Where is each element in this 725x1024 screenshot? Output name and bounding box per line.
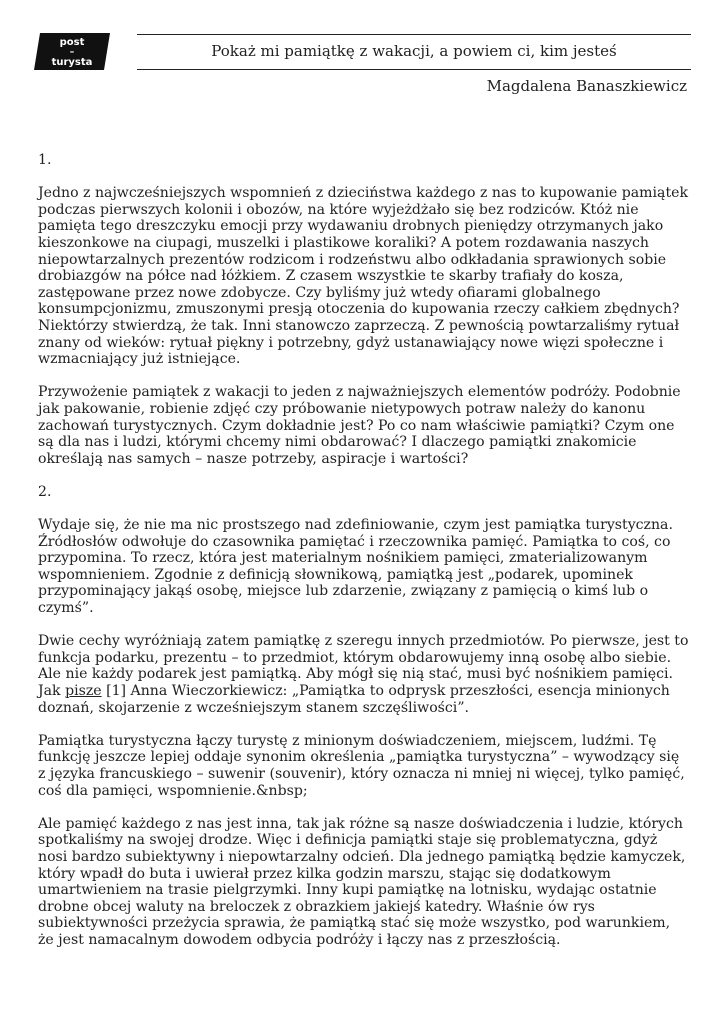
logo-line-1: post xyxy=(59,37,85,48)
author-name: Magdalena Banaszkiewicz xyxy=(486,77,687,95)
logo-mark xyxy=(34,33,110,70)
section-number: 2. xyxy=(38,483,52,500)
header-rule-bottom xyxy=(137,69,691,70)
logo-line-3: turysta xyxy=(51,57,93,68)
header-rule-top xyxy=(137,34,691,35)
paragraph: Przywożenie pamiątek z wakacji to jeden z najważniejszych elementów podróży. Podobnie jak pakowanie, robienie zdjęć czy próbowanie nietypowych potraw należy do kanonu zachowań turystycznych. Czym dokładnie jest? Po co nam właściwie pamiątki? Czym one są dla nas i ludzi, którymi chcemy nimi obdarować? I dlaczego pamiątki znakomicie określają nas samych – nasze potrzeby, aspiracje i wartości? xyxy=(38,384,681,467)
site-logo[interactable] xyxy=(34,33,110,70)
paragraph: Wydaje się, że nie ma nic prostszego nad zdefiniowanie, czym jest pamiątka turystyczna. Źródłosłów odwołuje do czasownika pamiętać i rzeczownika pamięć. Pamiątka to coś, co przypomina. To rzecz, która jest materialnym nośnikiem pamięci, zmaterializowanym wspomnieniem. Zgodnie z definicją słownikową, pamiątką jest „podarek, upominek przypominający jakąś osobę, miejsce lub zdarzenie, związany z pamięcią o kimś lub o czymś”. xyxy=(38,517,673,617)
paragraph: Pamiątka turystyczna łączy turystę z minionym doświadczeniem, miejscem, ludźmi. Tę funkcję jeszcze lepiej oddaje synonim określenia „pamiątka turystyczna” – wywodzący się z języka francuskiego – suwenir (souvenir), który oznacza ni mniej ni więcej, tylko pamięć, coś dla pamięci, wspomnienie.&nbsp; xyxy=(38,732,685,799)
paragraph-with-link xyxy=(38,633,690,716)
paragraph-text: Dwie cechy wyróżniają zatem pamiątkę z szeregu innych przedmiotów. Po pierwsze, jest to funkcja podarku, prezentu – to przedmiot, którym obdarowujemy inną osobę albo siebie. Ale nie każdy podarek jest pamiątką. Aby mógł się nią stać, musi być nośnikiem pamięci. Jak xyxy=(38,633,689,699)
source-link[interactable]: pisze xyxy=(65,683,102,699)
page-title: Pokaż mi pamiątkę z wakacji, a powiem ci, kim jesteś xyxy=(211,42,617,60)
paragraph: Jedno z najwcześniejszych wspomnień z dzieciństwa każdego z nas to kupowanie pamiątek podczas pierwszych kolonii i obozów, na które wyjeżdżało się bez rodziców. Któż nie pamięta tego dreszczyku emocji przy wydawaniu drobnych pieniędzy otrzymanych jako kieszonkowe na ciupagi, muszelki i plastikowe koraliki? A potem rozdawania naszych niepowtarzalnych prezentów rodzicom i rodzeństwu albo odkładania sprawionych sobie drobiazgów na półce nad łóżkiem. Z czasem wszystkie te skarby trafiały do kosza, zastępowane przez nowe zdobycze. Czy byliśmy już wtedy ofiarami globalnego konsumpcjonizmu, zmuszonymi presją otoczenia do kupowania rzeczy całkiem zbędnych? Niektórzy stwierdzą, że tak. Inni stanowczo zaprzeczą. Z pewnością powtarzaliśmy rytuał znany od wieków: rytuał piękny i potrzebny, gdyż ustanawiający nowe więzi społeczne i wzmacniający już istniejące. xyxy=(38,185,688,368)
paragraph-text: [1] Anna Wieczorkiewicz: „Pamiątka to odprysk przeszłości, esencja minionych doznań, skojarzenie z wcześniejszym stanem szczęśliwości”. xyxy=(38,683,670,716)
paragraph: Ale pamięć każdego z nas jest inna, tak jak różne są nasze doświadczenia i ludzie, których spotkaliśmy na swojej drodze. Więc i definicja pamiątki staje się problematyczna, gdyż nosi bardzo subiektywny i niepowtarzalny odcień. Dla jednego pamiątką będzie kamyczek, który wpadł do buta i uwierał przez kilka godzin marszu, stając się dodatkowym umartwieniem na trasie pielgrzymki. Inny kupi pamiątkę na lotnisku, wydając ostatnie drobne obcej waluty na breloczek z obrazkiem jakiejś katedry. Właśnie ów rys subiektywności przeżycia sprawia, że pamiątką stać się może wszystko, pod warunkiem, że jest namacalnym dowodem odbycia podróży i łączy nas z przeszłością. xyxy=(38,815,686,948)
article-body xyxy=(38,152,690,965)
section-number: 1. xyxy=(38,152,52,168)
logo-line-2: – xyxy=(69,47,75,58)
